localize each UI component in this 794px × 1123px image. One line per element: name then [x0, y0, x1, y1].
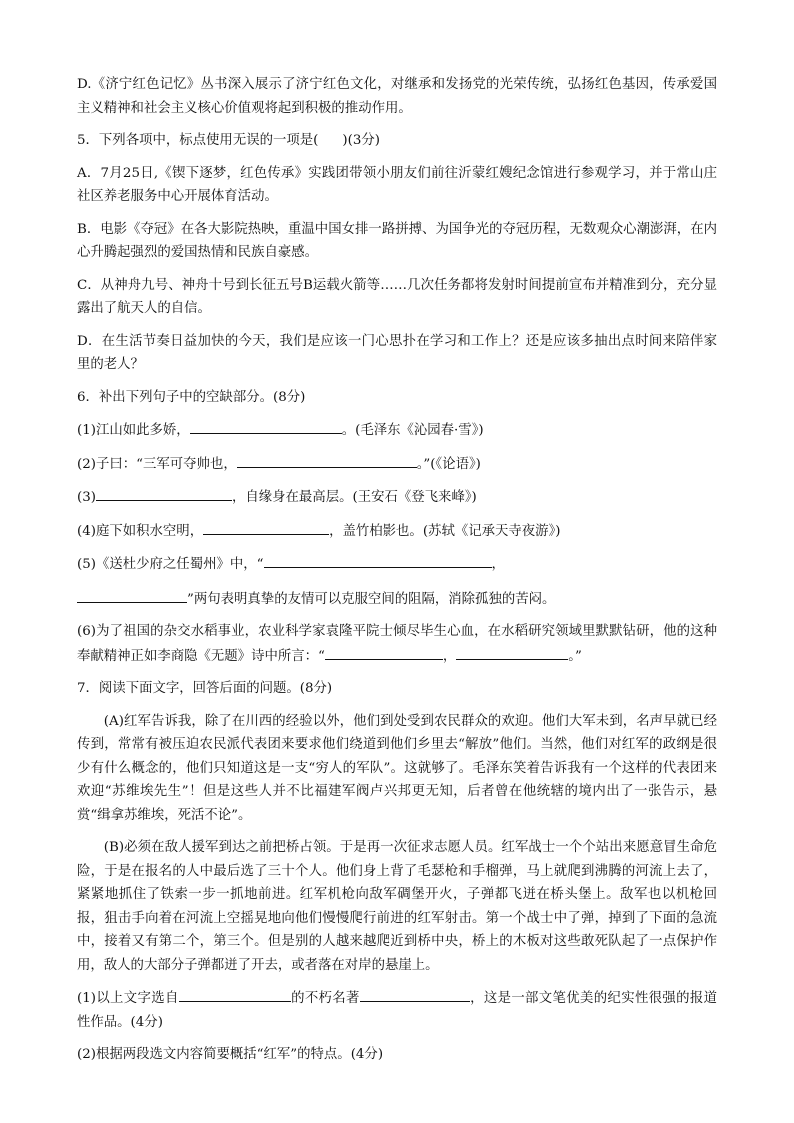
q6-item-2-source: 。”(《论语》)	[416, 456, 481, 472]
q6-item-6-blank-1[interactable]	[325, 644, 443, 660]
q7-sub-1-text: (1)以上文字选自	[77, 991, 179, 1006]
q5-option-d: D．在生活节奏日益加快的今天，我们是应该一门心思扑在学习和工作上？还是应该多抽出点时间来陪伴家里的老人？	[77, 333, 717, 372]
q6-item-5-blank-2[interactable]	[77, 587, 187, 603]
q7-sub-1-blank-2[interactable]	[360, 986, 470, 1002]
q6-item-1-text: (1)江山如此多娇，	[77, 423, 190, 438]
q7-sub-1-blank-1[interactable]	[179, 986, 291, 1002]
q6-item-3-source: ，自缘身在最高层。(王安石《登飞来峰》)	[231, 490, 477, 505]
q6-item-6	[77, 620, 717, 668]
q7-sub-1	[77, 986, 717, 1034]
q6-item-1	[77, 418, 717, 443]
q6-item-2-text: (2)子曰：“三军可夺帅也，	[77, 456, 237, 472]
q7-passage-b: (B)必须在敌人援军到达之前把桥占领。于是再一次征求志愿人员。红军战士一个个站出来愿意冒生命危险，于是在报名的人中最后选了三十个人。他们身上背了毛瑟枪和手榴弹，马上就爬到沸腾的河流上去了，紧紧地抓住了铁索一步一抓地前进。红军机枪向敌军碉堡开火，子弹都飞迸在桥头堡上。敌军也以机枪回报，狙击手向着在河流上空摇晃地向他们慢慢爬行前进的红军射击。第一个战士中了弹，掉到了下面的急流中，接着又有第二个，第三个。但是别的人越来越爬近到桥中央，桥上的木板对这些敢死队起了一点保护作用，敌人的大部分子弹都迸了开去，或者落在对岸的悬崖上。	[77, 840, 717, 973]
q6-item-5-blank-1[interactable]	[264, 552, 492, 568]
page-content	[77, 73, 717, 1076]
q5-option-b: B．电影《夺冠》在各大影院热映，重温中国女排一路拼搏、为国争光的夺冠历程，无数观众心潮澎湃，在内心升腾起强烈的爱国热情和民族自豪感。	[77, 221, 717, 260]
q6-item-3	[77, 485, 717, 510]
q6-item-5-cont	[77, 587, 717, 612]
q6-item-2	[77, 452, 717, 477]
q6-item-5-comma: ，	[491, 557, 505, 572]
q7-sub-1-mid: 的不朽名著	[290, 991, 360, 1006]
q5-option-c: C．从神舟九号、神舟十号到长征五号B运载火箭等……几次任务都将发射时间提前宣布并精准到分，充分显露出了航天人的自信。	[77, 277, 717, 316]
q6-item-5-explain: ”两句表明真挚的友情可以克服空间的阻隔，消除孤独的苦闷。	[187, 591, 556, 607]
q6-item-5-text: (5)《送杜少府之任蜀州》中，“	[77, 557, 264, 572]
q7-stem: 7．阅读下面文字，回答后面的问题。(8分)	[77, 681, 333, 696]
q6-item-2-blank[interactable]	[237, 452, 417, 468]
q6-item-6-comma: ，	[442, 648, 457, 664]
q7-sub-1-end: ，这是一部文笔优美的纪实性很强的报道性作品。(4分)	[77, 991, 718, 1030]
q6-item-5	[77, 552, 717, 577]
q6-item-1-blank[interactable]	[190, 418, 342, 434]
q5-option-a: A．7月25日,《锲下逐梦，红色传承》实践团带领小朋友们前往沂蒙红嫂纪念馆进行参观学习，并于常山庄社区养老服务中心开展体育活动。	[77, 165, 717, 204]
q4-option-d: D.《济宁红色记忆》丛书深入展示了济宁红色文化，对继承和发扬党的光荣传统，弘扬红色基因，传承爱国主义精神和社会主义核心价值观将起到积极的推动作用。	[77, 77, 717, 116]
q6-stem: 6．补出下列句子中的空缺部分。(8分)	[77, 389, 306, 405]
q6-item-4-blank[interactable]	[203, 519, 329, 535]
q6-item-6-end: 。”	[568, 648, 582, 664]
q6-item-4	[77, 519, 717, 544]
q6-item-3-blank[interactable]	[96, 485, 232, 501]
q7-sub-2: (2)根据两段选文内容简要概括“红军”的特点。(4分)	[77, 1047, 384, 1062]
q6-item-4-text: (4)庭下如积水空明，	[77, 523, 204, 539]
q6-item-4-source: ，盖竹柏影也。(苏轼《记承天寺夜游》)	[329, 523, 561, 539]
q6-item-1-source: 。(毛泽东《沁园春·雪》)	[341, 423, 484, 438]
q6-item-3-text: (3)	[77, 490, 96, 505]
q6-item-6-blank-2[interactable]	[456, 644, 568, 660]
q6-item-6-text: (6)为了祖国的杂交水稻事业，农业科学家袁隆平院士倾尽毕生心血，在水稻研究领域里默默钻研，他的这种奉献精神正如李商隐《无题》诗中所言：“	[77, 624, 717, 664]
q5-stem	[77, 129, 717, 153]
q5-stem-text: 5．下列各项中，标点使用无误的一项是(	[77, 133, 319, 148]
q7-passage-a: (A)红军告诉我，除了在川西的经验以外，他们到处受到农民群众的欢迎。他们大军未到，名声早就已经传到，常常有被压迫农民派代表团来要求他们绕道到他们乡里去“解放”他们。当然，他们对红军的政纲是很少有什么概念的，他们只知道这是一支“穷人的军队”。这就够了。毛泽东笑着告诉我有一个这样的代表团来欢迎“苏维埃先生”！但是这些人并不比福建军阀卢兴邦更无知，后者曾在他统辖的境内出了一张告示，悬赏“缉拿苏维埃，死活不论”。	[77, 713, 717, 823]
q5-stem-score: )(3分)	[342, 133, 380, 148]
